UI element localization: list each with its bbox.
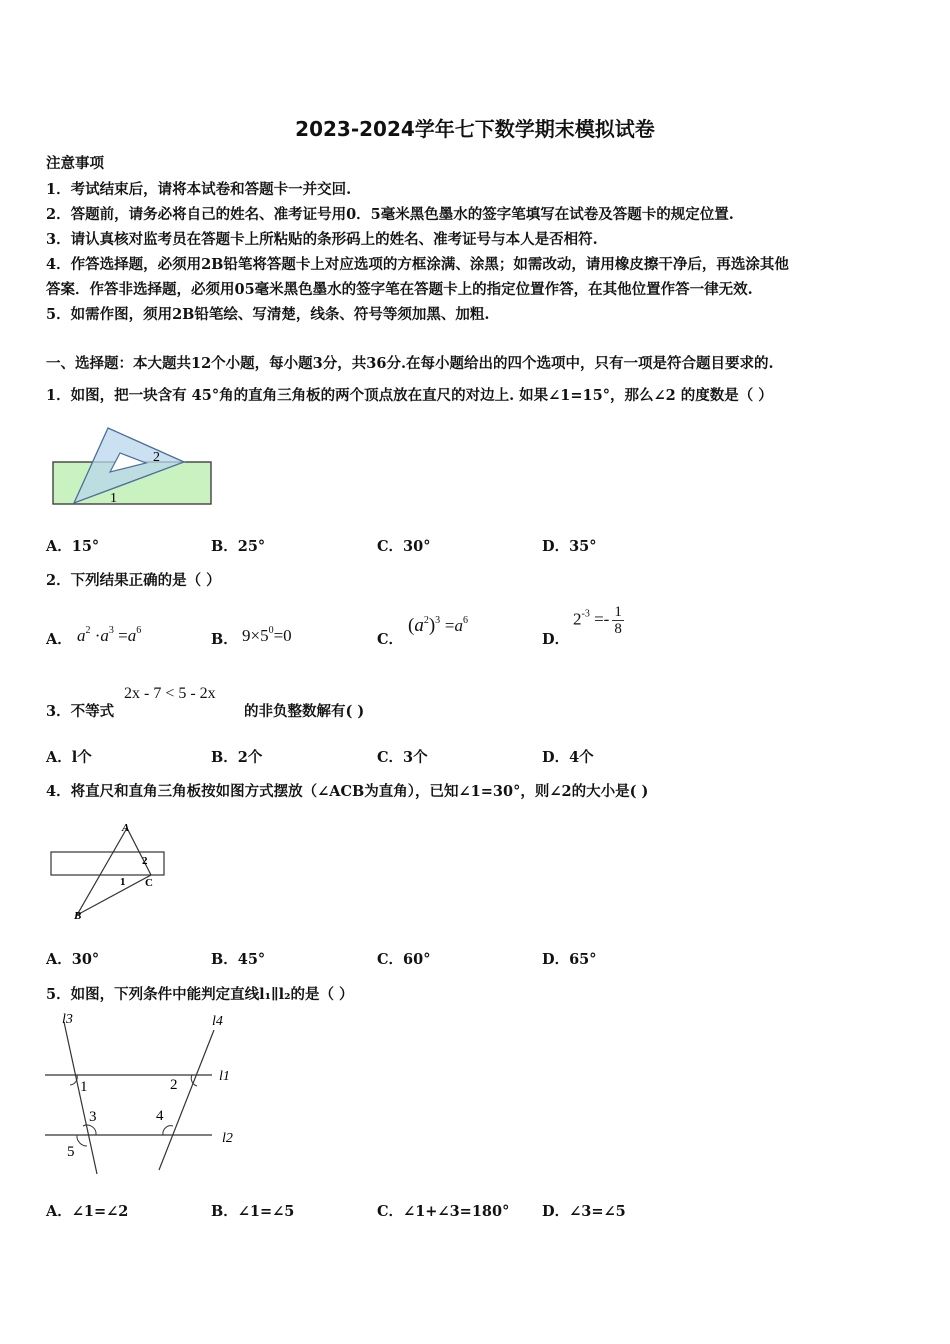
q2-c-base2: a bbox=[454, 616, 463, 635]
q4-option-a: A．30° bbox=[46, 951, 100, 968]
question-3-suffix: 的非负整数解有( ) bbox=[244, 703, 365, 720]
q2-c-base: a bbox=[414, 615, 424, 636]
label-l1 bbox=[219, 1069, 230, 1084]
q2-a-base3: a bbox=[127, 626, 137, 645]
q2-a-exp1: 2 bbox=[85, 625, 91, 636]
angle-label-3: 3 bbox=[89, 1109, 97, 1125]
q5-option-d: D．∠3=∠5 bbox=[542, 1203, 626, 1220]
notice-item: 2．答题前，请务必将自己的姓名、准考证号用0．5毫米黑色墨水的签字笔填写在试卷及答题卡的规定位置. bbox=[46, 206, 734, 223]
label-l4-text: l4 bbox=[212, 1014, 223, 1029]
q2-option-d-letter: D． bbox=[542, 631, 570, 648]
angle-label-2: 2 bbox=[153, 450, 160, 465]
angle-label-4: 4 bbox=[156, 1108, 164, 1124]
q2-option-b-expression bbox=[242, 625, 292, 646]
q2-option-b-letter: B． bbox=[211, 631, 238, 648]
q3-option-c: C．3个 bbox=[377, 749, 428, 766]
label-l2-text: l2 bbox=[222, 1131, 233, 1146]
question-5-figure bbox=[40, 1008, 240, 1178]
question-3-prefix: 3．不等式 bbox=[46, 703, 115, 720]
section-heading: 一、选择题：本大题共12个小题，每小题3分，共36分.在每小题给出的四个选项中，只有一项是符合题目要求的. bbox=[46, 355, 774, 372]
angle-label-1: 1 bbox=[120, 876, 126, 888]
triangle-plate-shape bbox=[77, 828, 151, 915]
q2-a-dot: · bbox=[94, 626, 101, 645]
angle-arc-4 bbox=[163, 1126, 173, 1135]
q3-option-b: B．2个 bbox=[211, 749, 263, 766]
vertex-label-a: A bbox=[122, 822, 130, 834]
notice-item: 5．如需作图，须用2B铅笔绘、写清楚，线条、符号等须加黑、加粗. bbox=[46, 306, 490, 323]
vertex-label-b: B bbox=[74, 910, 82, 922]
q2-b-lead: 9×5 bbox=[242, 626, 269, 645]
q4-option-b: B．45° bbox=[211, 951, 266, 968]
label-l3 bbox=[62, 1012, 73, 1027]
q2-c-exp: 2 bbox=[423, 615, 429, 626]
q2-d-eq: =- bbox=[594, 609, 610, 629]
q3-option-a: A．l个 bbox=[46, 749, 92, 766]
q2-d-numerator: 1 bbox=[614, 604, 622, 620]
q5-option-a: A．∠1=∠2 bbox=[46, 1203, 129, 1220]
q2-a-exp2: 3 bbox=[108, 625, 114, 636]
q2-c-exp2: 6 bbox=[463, 615, 468, 626]
label-l1-text: l1 bbox=[219, 1069, 230, 1084]
question-4-figure bbox=[46, 818, 171, 926]
angle-label-2: 2 bbox=[142, 855, 148, 867]
question-5-stem: 5．如图，下列条件中能判定直线l₁∥l₂的是（ ） bbox=[46, 986, 354, 1003]
question-4-stem: 4．将直尺和直角三角板按如图方式摆放（∠ACB为直角），已知∠1=30°，则∠2的大小是( ) bbox=[46, 783, 649, 800]
page-title: 2023-2024学年七下数学期末模拟试卷 bbox=[295, 117, 655, 141]
line-l4 bbox=[159, 1030, 214, 1170]
angle-arc-3 bbox=[83, 1125, 96, 1135]
q1-option-c: C．30° bbox=[377, 538, 431, 555]
q2-option-a-letter: A． bbox=[46, 631, 72, 648]
q2-c-open: ( bbox=[408, 615, 415, 636]
q2-c-eq: = bbox=[444, 616, 455, 635]
q2-d-denominator: 8 bbox=[614, 621, 622, 637]
q2-a-exp3: 6 bbox=[136, 625, 142, 636]
label-l3-text: l3 bbox=[62, 1012, 73, 1027]
notice-item: 4．作答选择题，必须用2B铅笔将答题卡上对应选项的方框涂满、涂黑；如需改动，请用橡皮擦干净后，再选涂其他 bbox=[46, 256, 789, 273]
q1-option-a: A．15° bbox=[46, 538, 100, 555]
q2-a-base2: a bbox=[100, 626, 109, 645]
notice-heading: 注意事项 bbox=[46, 155, 104, 172]
angle-label-1: 1 bbox=[80, 1079, 88, 1095]
label-l2 bbox=[222, 1131, 233, 1146]
angle-label-1: 1 bbox=[110, 491, 117, 506]
vertex-label-c: C bbox=[145, 877, 153, 889]
q2-b-exp: 0 bbox=[268, 625, 274, 636]
q2-c-close: ) bbox=[428, 615, 436, 636]
q1-option-d: D．35° bbox=[542, 538, 597, 555]
question-2-stem: 2．下列结果正确的是（ ） bbox=[46, 572, 221, 589]
q2-b-tail: =0 bbox=[273, 626, 292, 645]
q2-option-c-letter: C． bbox=[377, 631, 404, 648]
notice-item: 3．请认真核对监考员在答题卡上所粘贴的条形码上的姓名、准考证号与本人是否相符. bbox=[46, 231, 598, 248]
q2-option-d-expression bbox=[573, 604, 624, 637]
q5-option-b: B．∠1=∠5 bbox=[211, 1203, 295, 1220]
question-1-figure bbox=[46, 420, 221, 512]
angle-label-5: 5 bbox=[67, 1144, 75, 1160]
q2-option-a-expression bbox=[77, 625, 141, 646]
angle-arc-5 bbox=[77, 1135, 87, 1146]
question-3-inequality: 2x - 7 < 5 - 2x bbox=[124, 685, 216, 702]
q2-d-base: 2 bbox=[573, 609, 582, 629]
q5-option-c: C．∠1+∠3=180° bbox=[377, 1203, 510, 1220]
q4-option-d: D．65° bbox=[542, 951, 597, 968]
q2-a-eq: = bbox=[118, 626, 128, 645]
q2-c-outer-exp: 3 bbox=[435, 615, 441, 626]
question-1-stem: 1．如图，把一块含有 45°角的直角三角板的两个顶点放在直尺的对边上. 如果∠1=15°，那么∠2 的度数是（ ） bbox=[46, 387, 773, 404]
q2-d-fraction bbox=[612, 604, 624, 637]
label-l4 bbox=[212, 1014, 223, 1029]
q2-d-exp: -3 bbox=[581, 608, 590, 620]
notice-item: 1．考试结束后，请将本试卷和答题卡一并交回. bbox=[46, 181, 352, 198]
q3-option-d: D．4个 bbox=[542, 749, 594, 766]
angle-label-2: 2 bbox=[170, 1077, 178, 1093]
notice-item: 答案．作答非选择题，必须用05毫米黑色墨水的签字笔在答题卡上的指定位置作答，在其他位置作答一律无效. bbox=[46, 281, 753, 298]
q4-option-c: C．60° bbox=[377, 951, 431, 968]
q2-option-c-expression bbox=[408, 615, 468, 637]
q2-a-base1: a bbox=[77, 626, 86, 645]
q1-option-b: B．25° bbox=[211, 538, 266, 555]
